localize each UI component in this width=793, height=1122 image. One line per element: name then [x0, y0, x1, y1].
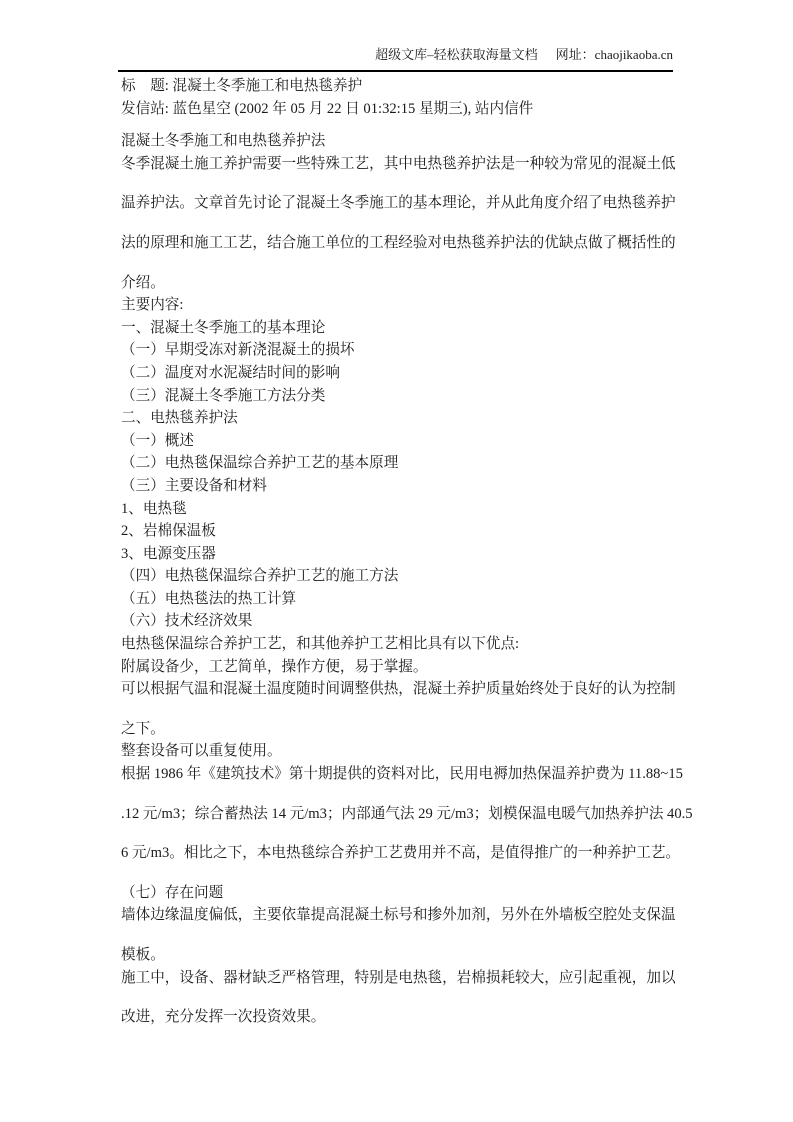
text-line: 1、电热毯 [121, 500, 187, 517]
text-line: 根据 1986 年《建筑技术》第十期提供的资料对比，民用电褥加热保温养护费为 11.88~15 [121, 766, 683, 783]
text-line: 一、混凝土冬季施工的基本理论 [121, 319, 326, 336]
text-line: 介绍。 [121, 274, 165, 291]
text-line: （七）存在问题 [121, 884, 224, 901]
text-line: 3、电源变压器 [121, 545, 216, 562]
text-line: .12 元/m3；综合蓄热法 14 元/m3；内部通气法 29 元/m3；划模保温电暖气加热养护法 40.5 [121, 805, 693, 822]
text-line: 发信站: 蓝色星空 (2002 年 05 月 22 日 01:32:15 星期三), 站内信件 [121, 100, 534, 117]
text-line: 冬季混凝土施工养护需要一些特殊工艺，其中电热毯养护法是一种较为常见的混凝土低 [121, 155, 676, 172]
text-line: （二）温度对水泥凝结时间的影响 [121, 364, 340, 381]
text-line: 2、岩棉保温板 [121, 523, 216, 540]
text-line: 标 题: 混凝土冬季施工和电热毯养护 [121, 78, 363, 94]
text-line: （二）电热毯保温综合养护工艺的基本原理 [121, 455, 399, 472]
header-url-value: chaojikaoba.cn [594, 47, 673, 62]
text-line: 电热毯保温综合养护工艺，和其他养护工艺相比具有以下优点: [121, 636, 520, 653]
text-line: 主要内容: [121, 297, 184, 314]
text-line: 6 元/m3。相比之下，本电热毯综合养护工艺费用并不高，是值得推广的一种养护工艺。 [121, 845, 681, 862]
document-body [121, 75, 693, 1029]
text-line: 可以根据气温和混凝土温度随时间调整供热，混凝土养护质量始终处于良好的认为控制 [121, 681, 676, 698]
text-line: 温养护法。文章首先讨论了混凝土冬季施工的基本理论，并从此角度介绍了电热毯养护 [121, 195, 676, 212]
text-line: 模板。 [121, 947, 165, 963]
text-line: （一）早期受冻对新浇混凝土的损坏 [121, 342, 355, 359]
text-line: （五）电热毯法的热工计算 [121, 590, 297, 607]
text-line: 施工中，设备、器材缺乏严格管理，特别是电热毯，岩棉损耗较大，应引起重视，加以 [121, 969, 676, 986]
page-header [120, 46, 673, 63]
header-site-name: 超级文库–轻松获取海量文档 [375, 47, 538, 62]
text-line: 法的原理和施工工艺，结合施工单位的工程经验对电热毯养护法的优缺点做了概括性的 [121, 234, 676, 251]
text-line: （六）技术经济效果 [121, 613, 253, 630]
text-line: 改进，充分发挥一次投资效果。 [121, 1009, 326, 1026]
text-line: 混凝土冬季施工和电热毯养护法 [121, 133, 326, 150]
header-divider [118, 70, 673, 72]
header-url-label: 网址： [555, 47, 595, 62]
text-line: 整套设备可以重复使用。 [121, 743, 282, 760]
text-line: （三）主要设备和材料 [121, 477, 267, 494]
text-line: （四）电热毯保温综合养护工艺的施工方法 [121, 568, 399, 585]
header-url [556, 47, 673, 62]
text-line: 墙体边缘温度偏低，主要依靠提高混凝土标号和掺外加剂，另外在外墙板空腔处支保温 [121, 907, 676, 924]
text-line: 之下。 [121, 720, 165, 737]
text-line: 二、电热毯养护法 [121, 410, 238, 427]
text-line: 附属设备少，工艺简单，操作方便，易于掌握。 [121, 658, 428, 675]
text-line: （三）混凝土冬季施工方法分类 [121, 387, 326, 404]
text-line: （一）概述 [121, 432, 194, 449]
